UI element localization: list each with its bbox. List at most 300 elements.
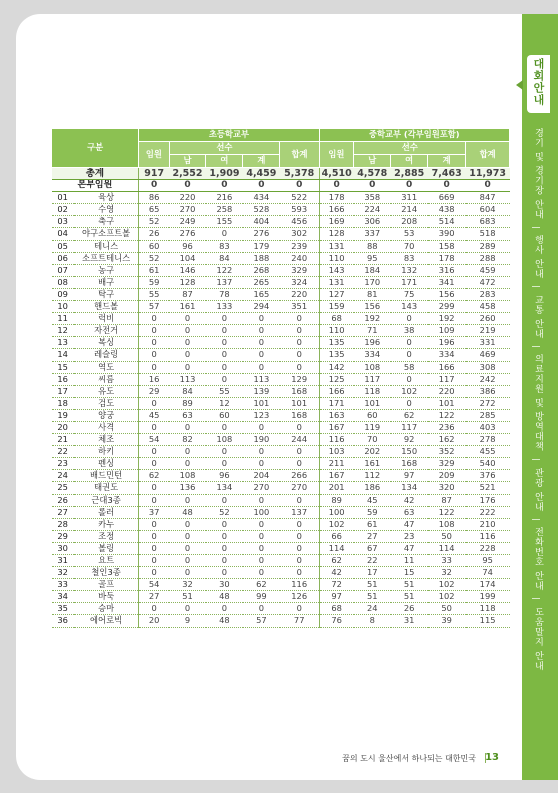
table-cell: 163 [319, 409, 354, 421]
row-number: 27 [52, 506, 74, 518]
table-cell: 48 [206, 615, 243, 627]
table-cell: 0 [206, 446, 243, 458]
side-nav-separator: | [532, 225, 541, 230]
table-cell: 54 [139, 434, 169, 446]
table-cell: 4,578 [354, 168, 391, 180]
table-cell: 0 [169, 446, 206, 458]
table-row [52, 494, 510, 506]
table-cell: 16 [139, 373, 169, 385]
table-cell: 0 [354, 180, 391, 192]
table-cell: 59 [354, 506, 391, 518]
table-cell: 208 [391, 216, 428, 228]
table-cell: 68 [319, 603, 354, 615]
table-cell: 0 [280, 349, 319, 361]
table-cell: 0 [206, 180, 243, 192]
sport-name: 복싱 [74, 337, 139, 349]
table-cell: 0 [391, 313, 428, 325]
table-cell: 57 [139, 301, 169, 313]
side-nav-separator: | [532, 517, 541, 522]
table-cell: 0 [206, 567, 243, 579]
table-cell: 30 [206, 579, 243, 591]
table-cell: 0 [206, 518, 243, 530]
row-number: 11 [52, 313, 74, 325]
table-cell: 0 [391, 373, 428, 385]
table-cell: 88 [354, 240, 391, 252]
sport-name: 바둑 [74, 591, 139, 603]
table-cell: 27 [354, 530, 391, 542]
side-tab-label: 대회안내 [532, 58, 545, 106]
table-cell: 0 [280, 530, 319, 542]
row-number: 25 [52, 482, 74, 494]
row-number: 20 [52, 421, 74, 433]
table-cell: 272 [466, 397, 510, 409]
table-cell: 0 [169, 542, 206, 554]
table-cell: 0 [139, 603, 169, 615]
table-cell: 249 [169, 216, 206, 228]
table-cell: 156 [354, 301, 391, 313]
table-row [52, 567, 510, 579]
table-cell: 0 [243, 180, 280, 192]
table-cell: 0 [280, 567, 319, 579]
table-cell: 222 [466, 506, 510, 518]
sport-name: 배드민턴 [74, 470, 139, 482]
table-cell: 167 [319, 421, 354, 433]
table-cell: 174 [466, 579, 510, 591]
table-cell: 0 [243, 446, 280, 458]
table-cell: 216 [206, 192, 243, 204]
table-cell: 62 [243, 579, 280, 591]
table-cell: 131 [319, 276, 354, 288]
table-cell: 0 [139, 313, 169, 325]
sport-name: 농구 [74, 264, 139, 276]
table-cell: 103 [319, 446, 354, 458]
sport-name: 사격 [74, 421, 139, 433]
table-cell: 50 [428, 530, 466, 542]
row-number: 02 [52, 204, 74, 216]
table-cell: 266 [280, 470, 319, 482]
table-cell: 104 [169, 252, 206, 264]
table-cell: 455 [466, 446, 510, 458]
table-cell: 472 [466, 276, 510, 288]
table-cell: 209 [428, 470, 466, 482]
side-nav-item[interactable]: 도움말지 안내 [533, 607, 543, 671]
table-cell: 306 [354, 216, 391, 228]
row-number: 29 [52, 530, 74, 542]
table-cell: 47 [391, 542, 428, 554]
table-cell: 0 [206, 325, 243, 337]
table-cell: 166 [319, 204, 354, 216]
table-cell: 390 [428, 228, 466, 240]
table-cell: 102 [428, 579, 466, 591]
sport-name: 태권도 [74, 482, 139, 494]
table-cell: 102 [319, 518, 354, 530]
table-cell: 135 [319, 349, 354, 361]
table-cell: 37 [139, 506, 169, 518]
table-cell: 0 [243, 542, 280, 554]
table-cell: 334 [428, 349, 466, 361]
table-cell: 0 [139, 337, 169, 349]
table-cell: 847 [466, 192, 510, 204]
table-cell: 0 [139, 542, 169, 554]
table-cell: 270 [280, 482, 319, 494]
table-cell: 0 [243, 349, 280, 361]
table-cell: 404 [243, 216, 280, 228]
header-total: 합계 [466, 142, 510, 168]
table-cell: 55 [139, 288, 169, 300]
table-row [52, 397, 510, 409]
side-nav-item[interactable]: 행사 안내 [533, 235, 543, 280]
table-cell: 302 [280, 228, 319, 240]
participants-table [51, 128, 510, 628]
table-cell: 113 [169, 373, 206, 385]
table-row [52, 530, 510, 542]
table-cell: 20 [139, 615, 169, 627]
table-cell: 63 [169, 409, 206, 421]
table-row [52, 264, 510, 276]
table-cell: 7,463 [428, 168, 466, 180]
sport-name: 조정 [74, 530, 139, 542]
table-cell: 240 [280, 252, 319, 264]
row-number: 06 [52, 252, 74, 264]
table-cell: 119 [354, 421, 391, 433]
table-cell: 0 [206, 373, 243, 385]
table-cell: 0 [280, 446, 319, 458]
side-nav [532, 128, 550, 758]
table-cell: 77 [280, 615, 319, 627]
table-cell: 604 [466, 204, 510, 216]
sport-name: 양궁 [74, 409, 139, 421]
table-cell: 146 [169, 264, 206, 276]
table-cell: 108 [428, 518, 466, 530]
table-cell: 258 [206, 204, 243, 216]
table-cell: 100 [319, 506, 354, 518]
sport-name: 유도 [74, 385, 139, 397]
table-cell: 0 [206, 603, 243, 615]
table-cell: 0 [243, 494, 280, 506]
sport-name: 테니스 [74, 240, 139, 252]
table-cell: 278 [466, 434, 510, 446]
table-cell: 0 [280, 325, 319, 337]
header-male: 남 [169, 155, 206, 168]
table-cell: 0 [243, 518, 280, 530]
side-nav-separator: | [532, 458, 541, 462]
sport-name: 요트 [74, 555, 139, 567]
table-row [52, 603, 510, 615]
table-cell: 522 [280, 192, 319, 204]
side-nav-item[interactable]: 교통 안내 [533, 294, 543, 339]
table-cell: 0 [169, 421, 206, 433]
table-cell: 89 [319, 494, 354, 506]
table-cell: 0 [428, 180, 466, 192]
table-cell: 100 [243, 506, 280, 518]
table-row [52, 542, 510, 554]
table-cell: 15 [391, 567, 428, 579]
table-cell: 0 [206, 542, 243, 554]
table-cell: 70 [354, 434, 391, 446]
table-cell: 169 [319, 216, 354, 228]
table-cell: 0 [206, 361, 243, 373]
table-cell: 276 [169, 228, 206, 240]
table-cell: 135 [319, 337, 354, 349]
table-row [52, 470, 510, 482]
table-cell: 0 [139, 446, 169, 458]
table-cell: 341 [428, 276, 466, 288]
table-cell: 45 [354, 494, 391, 506]
table-cell: 97 [391, 470, 428, 482]
table-cell: 192 [428, 313, 466, 325]
table-cell: 0 [169, 313, 206, 325]
table-cell: 52 [139, 252, 169, 264]
table-cell: 139 [243, 385, 280, 397]
row-number: 01 [52, 192, 74, 204]
table-cell: 42 [319, 567, 354, 579]
table-cell: 220 [280, 288, 319, 300]
table-cell: 0 [139, 530, 169, 542]
table-cell: 60 [354, 409, 391, 421]
table-cell: 0 [169, 567, 206, 579]
table-cell: 117 [391, 421, 428, 433]
table-cell: 201 [319, 482, 354, 494]
table-cell: 0 [169, 518, 206, 530]
table-cell: 161 [354, 458, 391, 470]
table-cell: 97 [319, 591, 354, 603]
table-row [52, 204, 510, 216]
table-cell: 99 [243, 591, 280, 603]
tab-arrow-icon [516, 80, 523, 90]
table-cell: 0 [243, 313, 280, 325]
table-cell: 74 [466, 567, 510, 579]
table-cell: 62 [319, 555, 354, 567]
table-cell: 109 [428, 325, 466, 337]
table-cell: 128 [319, 228, 354, 240]
table-row [52, 349, 510, 361]
table-cell: 168 [391, 458, 428, 470]
table-cell: 176 [466, 494, 510, 506]
table-cell: 2,885 [391, 168, 428, 180]
table-cell: 214 [391, 204, 428, 216]
sport-name: 카누 [74, 518, 139, 530]
row-number: 09 [52, 288, 74, 300]
table-cell: 150 [391, 446, 428, 458]
table-cell: 521 [466, 482, 510, 494]
table-cell: 190 [243, 434, 280, 446]
table-cell: 219 [466, 325, 510, 337]
table-cell: 288 [466, 252, 510, 264]
sport-name: 자전거 [74, 325, 139, 337]
side-nav-item[interactable]: 관광 안내 [533, 467, 543, 512]
table-cell: 0 [280, 361, 319, 373]
table-cell: 114 [428, 542, 466, 554]
table-cell: 82 [169, 434, 206, 446]
table-cell: 132 [391, 264, 428, 276]
table-cell: 294 [243, 301, 280, 313]
table-cell: 244 [280, 434, 319, 446]
table-cell: 24 [354, 603, 391, 615]
table-cell: 108 [169, 470, 206, 482]
table-cell: 239 [280, 240, 319, 252]
table-cell: 114 [319, 542, 354, 554]
row-number: 26 [52, 494, 74, 506]
table-cell: 33 [428, 555, 466, 567]
table-cell: 351 [280, 301, 319, 313]
table-cell: 115 [466, 615, 510, 627]
table-cell: 1,909 [206, 168, 243, 180]
table-cell: 178 [428, 252, 466, 264]
table-cell: 0 [139, 494, 169, 506]
table-cell: 0 [206, 421, 243, 433]
table-cell: 179 [243, 240, 280, 252]
table-row [52, 434, 510, 446]
table-cell: 220 [169, 192, 206, 204]
table-cell: 331 [466, 337, 510, 349]
table-cell: 95 [466, 555, 510, 567]
table-cell: 0 [243, 458, 280, 470]
side-nav-item[interactable]: 경기 및 경기장 안내 [533, 128, 543, 220]
table-cell: 0 [280, 555, 319, 567]
table-cell: 12 [206, 397, 243, 409]
table-cell: 62 [139, 470, 169, 482]
sport-name: 역도 [74, 361, 139, 373]
table-cell: 143 [391, 301, 428, 313]
table-cell: 116 [280, 579, 319, 591]
sport-name: 롤러 [74, 506, 139, 518]
table-row [52, 506, 510, 518]
sport-name: 근대3종 [74, 494, 139, 506]
row-number: 34 [52, 591, 74, 603]
table-cell: 184 [354, 264, 391, 276]
table-row [52, 458, 510, 470]
table-cell: 70 [391, 240, 428, 252]
row-number: 17 [52, 385, 74, 397]
table-cell: 0 [243, 421, 280, 433]
table-cell: 116 [466, 530, 510, 542]
side-nav-separator: | [532, 597, 541, 602]
table-cell: 59 [139, 276, 169, 288]
table-cell: 47 [391, 518, 428, 530]
header-sum: 계 [428, 155, 466, 168]
header-total: 합계 [280, 142, 319, 168]
table-cell: 53 [391, 228, 428, 240]
sport-name: 검도 [74, 397, 139, 409]
table-cell: 5,378 [280, 168, 319, 180]
table-cell: 11 [391, 555, 428, 567]
table-cell: 51 [391, 591, 428, 603]
table-cell: 134 [206, 482, 243, 494]
table-row [52, 518, 510, 530]
table-cell: 118 [466, 603, 510, 615]
table-cell: 66 [319, 530, 354, 542]
table-cell: 61 [139, 264, 169, 276]
sport-name: 수영 [74, 204, 139, 216]
table-cell: 72 [319, 579, 354, 591]
side-nav-item[interactable]: 의료지원 및 방역대책 [533, 354, 543, 453]
table-cell: 117 [354, 373, 391, 385]
table-cell: 167 [319, 470, 354, 482]
table-cell: 376 [466, 470, 510, 482]
table-cell: 0 [280, 494, 319, 506]
table-cell: 0 [206, 458, 243, 470]
table-cell: 68 [319, 313, 354, 325]
table-cell: 122 [206, 264, 243, 276]
table-cell: 11,973 [466, 168, 510, 180]
table-cell: 123 [243, 409, 280, 421]
row-number: 16 [52, 373, 74, 385]
table-cell: 62 [391, 409, 428, 421]
table-cell: 0 [169, 361, 206, 373]
table-cell: 458 [466, 301, 510, 313]
row-number: 08 [52, 276, 74, 288]
table-cell: 0 [139, 518, 169, 530]
row-number: 14 [52, 349, 74, 361]
header-gubun: 구분 [52, 129, 139, 168]
row-number: 03 [52, 216, 74, 228]
table-cell: 51 [354, 579, 391, 591]
table-cell: 166 [319, 385, 354, 397]
table-cell: 337 [354, 228, 391, 240]
table-cell: 0 [139, 421, 169, 433]
table-row [52, 373, 510, 385]
table-cell: 61 [354, 518, 391, 530]
table-cell: 57 [243, 615, 280, 627]
table-cell: 211 [319, 458, 354, 470]
row-number: 33 [52, 579, 74, 591]
table-cell: 0 [280, 313, 319, 325]
sport-name: 럭비 [74, 313, 139, 325]
table-cell: 0 [169, 349, 206, 361]
table-cell: 126 [280, 591, 319, 603]
table-cell: 540 [466, 458, 510, 470]
table-cell: 316 [428, 264, 466, 276]
table-row [52, 361, 510, 373]
sport-name: 탁구 [74, 288, 139, 300]
header-players: 선수 [169, 142, 280, 155]
side-nav-item[interactable]: 전화번호 안내 [533, 527, 543, 592]
row-number: 07 [52, 264, 74, 276]
table-cell: 186 [354, 482, 391, 494]
table-cell: 87 [428, 494, 466, 506]
table-cell: 52 [139, 216, 169, 228]
table-cell: 42 [391, 494, 428, 506]
table-cell: 52 [206, 506, 243, 518]
table-cell: 112 [354, 470, 391, 482]
table-cell: 270 [169, 204, 206, 216]
table-cell: 39 [428, 615, 466, 627]
table-cell: 71 [354, 325, 391, 337]
table-cell: 96 [206, 470, 243, 482]
table-cell: 276 [243, 228, 280, 240]
side-tab-active[interactable] [527, 55, 550, 113]
table-cell: 242 [466, 373, 510, 385]
table-cell: 0 [243, 530, 280, 542]
table-cell: 0 [243, 555, 280, 567]
table-cell: 528 [243, 204, 280, 216]
footer-text: 꿈의 도시 울산에서 하나되는 대한민국 [342, 754, 476, 763]
table-cell: 87 [169, 288, 206, 300]
row-number: 36 [52, 615, 74, 627]
table-cell: 117 [428, 373, 466, 385]
table-cell: 51 [354, 591, 391, 603]
table-cell: 0 [139, 458, 169, 470]
table-cell: 83 [391, 252, 428, 264]
table-cell: 283 [466, 288, 510, 300]
row-number: 28 [52, 518, 74, 530]
table-cell: 89 [169, 397, 206, 409]
table-cell: 514 [428, 216, 466, 228]
header-male: 남 [354, 155, 391, 168]
sport-name: 철인3종 [74, 567, 139, 579]
table-cell: 0 [139, 397, 169, 409]
table-cell: 84 [169, 385, 206, 397]
